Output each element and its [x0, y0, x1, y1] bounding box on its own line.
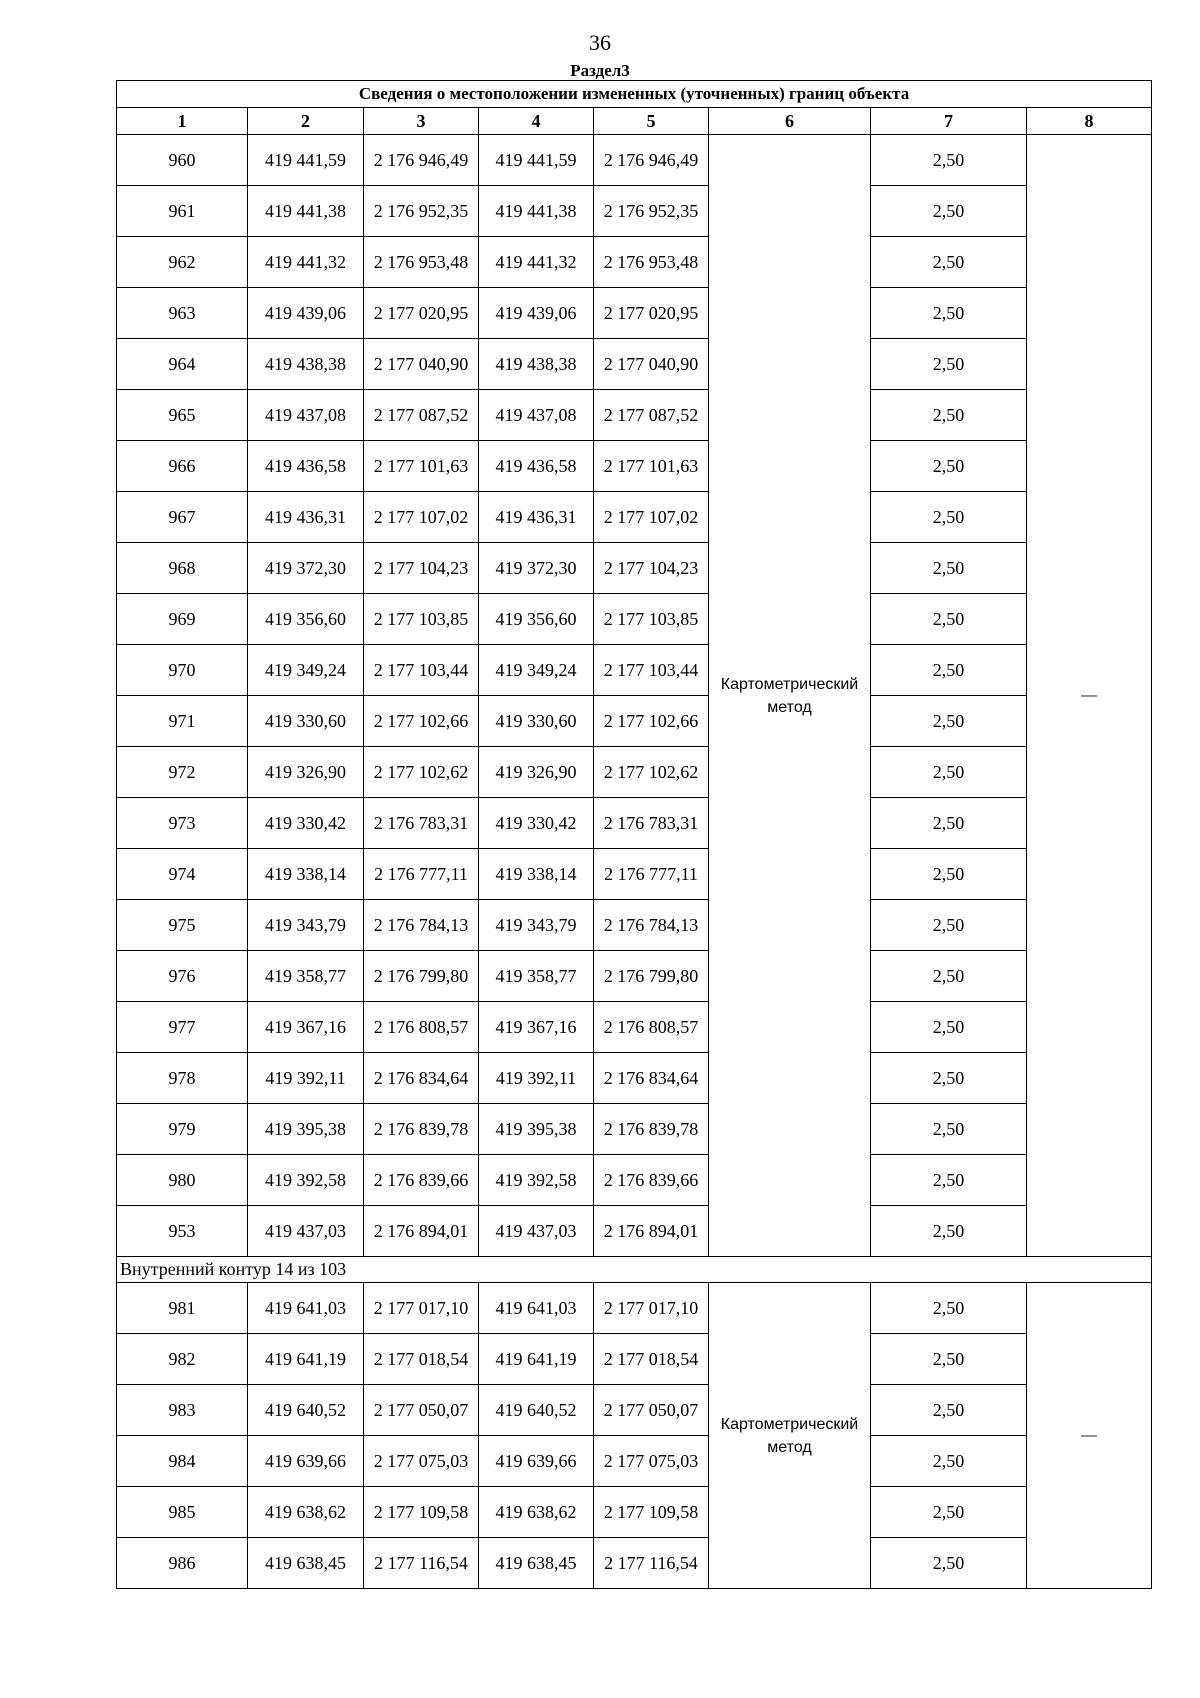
accuracy-cell: 2,50	[871, 798, 1027, 849]
x-old-cell: 419 640,52	[248, 1385, 364, 1436]
table-row	[117, 1538, 1152, 1589]
table-row	[117, 1487, 1152, 1538]
y-old-cell: 2 176 839,78	[364, 1104, 479, 1155]
table-row	[117, 543, 1152, 594]
table-row	[117, 1436, 1152, 1487]
y-old-cell: 2 177 017,10	[364, 1283, 479, 1334]
x-new-cell: 419 437,03	[479, 1206, 594, 1257]
accuracy-cell: 2,50	[871, 747, 1027, 798]
y-old-cell: 2 177 020,95	[364, 288, 479, 339]
point-number-cell: 963	[117, 288, 248, 339]
accuracy-cell: 2,50	[871, 288, 1027, 339]
x-new-cell: 419 326,90	[479, 747, 594, 798]
accuracy-cell: 2,50	[871, 543, 1027, 594]
x-new-cell: 419 438,38	[479, 339, 594, 390]
x-old-cell: 419 330,60	[248, 696, 364, 747]
point-number-cell: 983	[117, 1385, 248, 1436]
x-new-cell: 419 395,38	[479, 1104, 594, 1155]
x-new-cell: 419 641,19	[479, 1334, 594, 1385]
y-old-cell: 2 177 109,58	[364, 1487, 479, 1538]
x-old-cell: 419 395,38	[248, 1104, 364, 1155]
accuracy-cell: 2,50	[871, 1002, 1027, 1053]
point-number-cell: 966	[117, 441, 248, 492]
accuracy-cell: 2,50	[871, 135, 1027, 186]
note-cell: —	[1027, 135, 1152, 1257]
point-number-cell: 961	[117, 186, 248, 237]
y-new-cell: 2 176 783,31	[594, 798, 709, 849]
table-row	[117, 288, 1152, 339]
table-caption: Сведения о местоположении измененных (уточненных) границ объекта	[117, 81, 1152, 108]
x-old-cell: 419 638,45	[248, 1538, 364, 1589]
table-row	[117, 237, 1152, 288]
y-old-cell: 2 176 834,64	[364, 1053, 479, 1104]
x-old-cell: 419 641,19	[248, 1334, 364, 1385]
y-new-cell: 2 177 103,85	[594, 594, 709, 645]
point-number-cell: 975	[117, 900, 248, 951]
x-old-cell: 419 437,08	[248, 390, 364, 441]
accuracy-cell: 2,50	[871, 1206, 1027, 1257]
y-old-cell: 2 177 087,52	[364, 390, 479, 441]
table-row	[117, 696, 1152, 747]
y-new-cell: 2 177 075,03	[594, 1436, 709, 1487]
y-new-cell: 2 176 952,35	[594, 186, 709, 237]
y-new-cell: 2 177 020,95	[594, 288, 709, 339]
point-number-cell: 953	[117, 1206, 248, 1257]
x-new-cell: 419 441,59	[479, 135, 594, 186]
point-number-cell: 976	[117, 951, 248, 1002]
y-old-cell: 2 176 799,80	[364, 951, 479, 1002]
y-new-cell: 2 177 040,90	[594, 339, 709, 390]
y-old-cell: 2 177 040,90	[364, 339, 479, 390]
x-old-cell: 419 349,24	[248, 645, 364, 696]
table-row	[117, 798, 1152, 849]
y-new-cell: 2 177 102,62	[594, 747, 709, 798]
y-new-cell: 2 177 116,54	[594, 1538, 709, 1589]
y-new-cell: 2 177 087,52	[594, 390, 709, 441]
x-new-cell: 419 356,60	[479, 594, 594, 645]
y-old-cell: 2 177 018,54	[364, 1334, 479, 1385]
x-new-cell: 419 639,66	[479, 1436, 594, 1487]
accuracy-cell: 2,50	[871, 951, 1027, 1002]
y-new-cell: 2 176 799,80	[594, 951, 709, 1002]
point-number-cell: 964	[117, 339, 248, 390]
section-title: Раздел3	[570, 61, 630, 80]
accuracy-cell: 2,50	[871, 1436, 1027, 1487]
y-new-cell: 2 176 777,11	[594, 849, 709, 900]
point-number-cell: 970	[117, 645, 248, 696]
y-new-cell: 2 177 103,44	[594, 645, 709, 696]
x-new-cell: 419 638,62	[479, 1487, 594, 1538]
page-number: 36	[589, 30, 611, 55]
column-number: 4	[479, 108, 594, 135]
table-row	[117, 339, 1152, 390]
table-row	[117, 135, 1152, 186]
y-new-cell: 2 177 104,23	[594, 543, 709, 594]
y-old-cell: 2 176 953,48	[364, 237, 479, 288]
accuracy-cell: 2,50	[871, 1487, 1027, 1538]
x-new-cell: 419 392,11	[479, 1053, 594, 1104]
x-old-cell: 419 638,62	[248, 1487, 364, 1538]
accuracy-cell: 2,50	[871, 237, 1027, 288]
point-number-cell: 969	[117, 594, 248, 645]
table-row	[117, 747, 1152, 798]
y-new-cell: 2 177 102,66	[594, 696, 709, 747]
y-old-cell: 2 177 101,63	[364, 441, 479, 492]
accuracy-cell: 2,50	[871, 1155, 1027, 1206]
accuracy-cell: 2,50	[871, 900, 1027, 951]
point-number-cell: 968	[117, 543, 248, 594]
x-old-cell: 419 441,38	[248, 186, 364, 237]
accuracy-cell: 2,50	[871, 1538, 1027, 1589]
column-number: 6	[709, 108, 871, 135]
y-new-cell: 2 177 050,07	[594, 1385, 709, 1436]
y-old-cell: 2 176 894,01	[364, 1206, 479, 1257]
contour-title-row	[117, 1257, 1152, 1283]
point-number-cell: 981	[117, 1283, 248, 1334]
table-row	[117, 951, 1152, 1002]
point-number-cell: 971	[117, 696, 248, 747]
y-old-cell: 2 177 107,02	[364, 492, 479, 543]
y-new-cell: 2 177 017,10	[594, 1283, 709, 1334]
y-new-cell: 2 176 946,49	[594, 135, 709, 186]
y-new-cell: 2 176 784,13	[594, 900, 709, 951]
y-new-cell: 2 177 018,54	[594, 1334, 709, 1385]
x-new-cell: 419 441,32	[479, 237, 594, 288]
contour-title: Внутренний контур 14 из 103	[117, 1257, 1152, 1283]
column-number: 3	[364, 108, 479, 135]
point-number-cell: 984	[117, 1436, 248, 1487]
y-old-cell: 2 176 952,35	[364, 186, 479, 237]
table-row	[117, 1206, 1152, 1257]
x-new-cell: 419 638,45	[479, 1538, 594, 1589]
x-new-cell: 419 358,77	[479, 951, 594, 1002]
accuracy-cell: 2,50	[871, 1104, 1027, 1155]
x-new-cell: 419 640,52	[479, 1385, 594, 1436]
point-number-cell: 980	[117, 1155, 248, 1206]
accuracy-cell: 2,50	[871, 492, 1027, 543]
y-new-cell: 2 176 839,66	[594, 1155, 709, 1206]
point-number-cell: 978	[117, 1053, 248, 1104]
column-number: 8	[1027, 108, 1152, 135]
x-new-cell: 419 436,58	[479, 441, 594, 492]
x-new-cell: 419 437,08	[479, 390, 594, 441]
x-old-cell: 419 436,58	[248, 441, 364, 492]
accuracy-cell: 2,50	[871, 1283, 1027, 1334]
y-new-cell: 2 176 894,01	[594, 1206, 709, 1257]
x-old-cell: 419 338,14	[248, 849, 364, 900]
accuracy-cell: 2,50	[871, 1053, 1027, 1104]
accuracy-cell: 2,50	[871, 390, 1027, 441]
table-row	[117, 645, 1152, 696]
accuracy-cell: 2,50	[871, 594, 1027, 645]
accuracy-cell: 2,50	[871, 441, 1027, 492]
accuracy-cell: 2,50	[871, 849, 1027, 900]
x-new-cell: 419 338,14	[479, 849, 594, 900]
point-number-cell: 967	[117, 492, 248, 543]
x-old-cell: 419 330,42	[248, 798, 364, 849]
x-new-cell: 419 343,79	[479, 900, 594, 951]
y-old-cell: 2 176 783,31	[364, 798, 479, 849]
y-old-cell: 2 177 050,07	[364, 1385, 479, 1436]
column-number: 2	[248, 108, 364, 135]
y-new-cell: 2 177 109,58	[594, 1487, 709, 1538]
boundary-coordinates-table	[116, 80, 1152, 1589]
table-row	[117, 1283, 1152, 1334]
y-old-cell: 2 176 839,66	[364, 1155, 479, 1206]
x-new-cell: 419 349,24	[479, 645, 594, 696]
point-number-cell: 960	[117, 135, 248, 186]
table-body	[117, 135, 1152, 1589]
point-number-cell: 973	[117, 798, 248, 849]
accuracy-cell: 2,50	[871, 339, 1027, 390]
x-new-cell: 419 330,60	[479, 696, 594, 747]
column-number: 5	[594, 108, 709, 135]
y-old-cell: 2 177 104,23	[364, 543, 479, 594]
y-new-cell: 2 176 953,48	[594, 237, 709, 288]
accuracy-cell: 2,50	[871, 1385, 1027, 1436]
y-new-cell: 2 176 834,64	[594, 1053, 709, 1104]
table-row	[117, 186, 1152, 237]
x-old-cell: 419 436,31	[248, 492, 364, 543]
x-old-cell: 419 358,77	[248, 951, 364, 1002]
x-new-cell: 419 330,42	[479, 798, 594, 849]
point-number-cell: 985	[117, 1487, 248, 1538]
x-old-cell: 419 372,30	[248, 543, 364, 594]
y-old-cell: 2 176 777,11	[364, 849, 479, 900]
column-number-row	[117, 108, 1152, 135]
table-row	[117, 1155, 1152, 1206]
x-new-cell: 419 439,06	[479, 288, 594, 339]
point-number-cell: 972	[117, 747, 248, 798]
point-number-cell: 982	[117, 1334, 248, 1385]
table-row	[117, 594, 1152, 645]
method-cell: Картометрический метод	[709, 1283, 871, 1589]
x-old-cell: 419 356,60	[248, 594, 364, 645]
point-number-cell: 986	[117, 1538, 248, 1589]
table-row	[117, 441, 1152, 492]
y-old-cell: 2 176 784,13	[364, 900, 479, 951]
y-old-cell: 2 177 102,62	[364, 747, 479, 798]
x-old-cell: 419 437,03	[248, 1206, 364, 1257]
table-row	[117, 492, 1152, 543]
x-old-cell: 419 439,06	[248, 288, 364, 339]
y-old-cell: 2 177 075,03	[364, 1436, 479, 1487]
table-row	[117, 849, 1152, 900]
y-old-cell: 2 177 103,85	[364, 594, 479, 645]
x-old-cell: 419 438,38	[248, 339, 364, 390]
y-old-cell: 2 176 946,49	[364, 135, 479, 186]
x-new-cell: 419 372,30	[479, 543, 594, 594]
x-old-cell: 419 343,79	[248, 900, 364, 951]
x-old-cell: 419 367,16	[248, 1002, 364, 1053]
y-new-cell: 2 176 839,78	[594, 1104, 709, 1155]
x-new-cell: 419 641,03	[479, 1283, 594, 1334]
x-old-cell: 419 441,59	[248, 135, 364, 186]
x-old-cell: 419 441,32	[248, 237, 364, 288]
table-row	[117, 900, 1152, 951]
accuracy-cell: 2,50	[871, 696, 1027, 747]
y-new-cell: 2 176 808,57	[594, 1002, 709, 1053]
y-old-cell: 2 176 808,57	[364, 1002, 479, 1053]
x-old-cell: 419 326,90	[248, 747, 364, 798]
y-old-cell: 2 177 102,66	[364, 696, 479, 747]
note-cell: —	[1027, 1283, 1152, 1589]
y-old-cell: 2 177 103,44	[364, 645, 479, 696]
x-new-cell: 419 441,38	[479, 186, 594, 237]
x-old-cell: 419 392,11	[248, 1053, 364, 1104]
table-row	[117, 1385, 1152, 1436]
x-old-cell: 419 392,58	[248, 1155, 364, 1206]
point-number-cell: 965	[117, 390, 248, 441]
table-row	[117, 1002, 1152, 1053]
point-number-cell: 974	[117, 849, 248, 900]
table-row	[117, 1104, 1152, 1155]
table-row	[117, 1334, 1152, 1385]
accuracy-cell: 2,50	[871, 186, 1027, 237]
accuracy-cell: 2,50	[871, 645, 1027, 696]
y-new-cell: 2 177 107,02	[594, 492, 709, 543]
point-number-cell: 962	[117, 237, 248, 288]
x-new-cell: 419 436,31	[479, 492, 594, 543]
table-row	[117, 390, 1152, 441]
x-new-cell: 419 367,16	[479, 1002, 594, 1053]
point-number-cell: 977	[117, 1002, 248, 1053]
column-number: 1	[117, 108, 248, 135]
x-old-cell: 419 639,66	[248, 1436, 364, 1487]
method-cell: Картометрический метод	[709, 135, 871, 1257]
y-new-cell: 2 177 101,63	[594, 441, 709, 492]
accuracy-cell: 2,50	[871, 1334, 1027, 1385]
y-old-cell: 2 177 116,54	[364, 1538, 479, 1589]
table-row	[117, 1053, 1152, 1104]
x-new-cell: 419 392,58	[479, 1155, 594, 1206]
column-number: 7	[871, 108, 1027, 135]
x-old-cell: 419 641,03	[248, 1283, 364, 1334]
point-number-cell: 979	[117, 1104, 248, 1155]
